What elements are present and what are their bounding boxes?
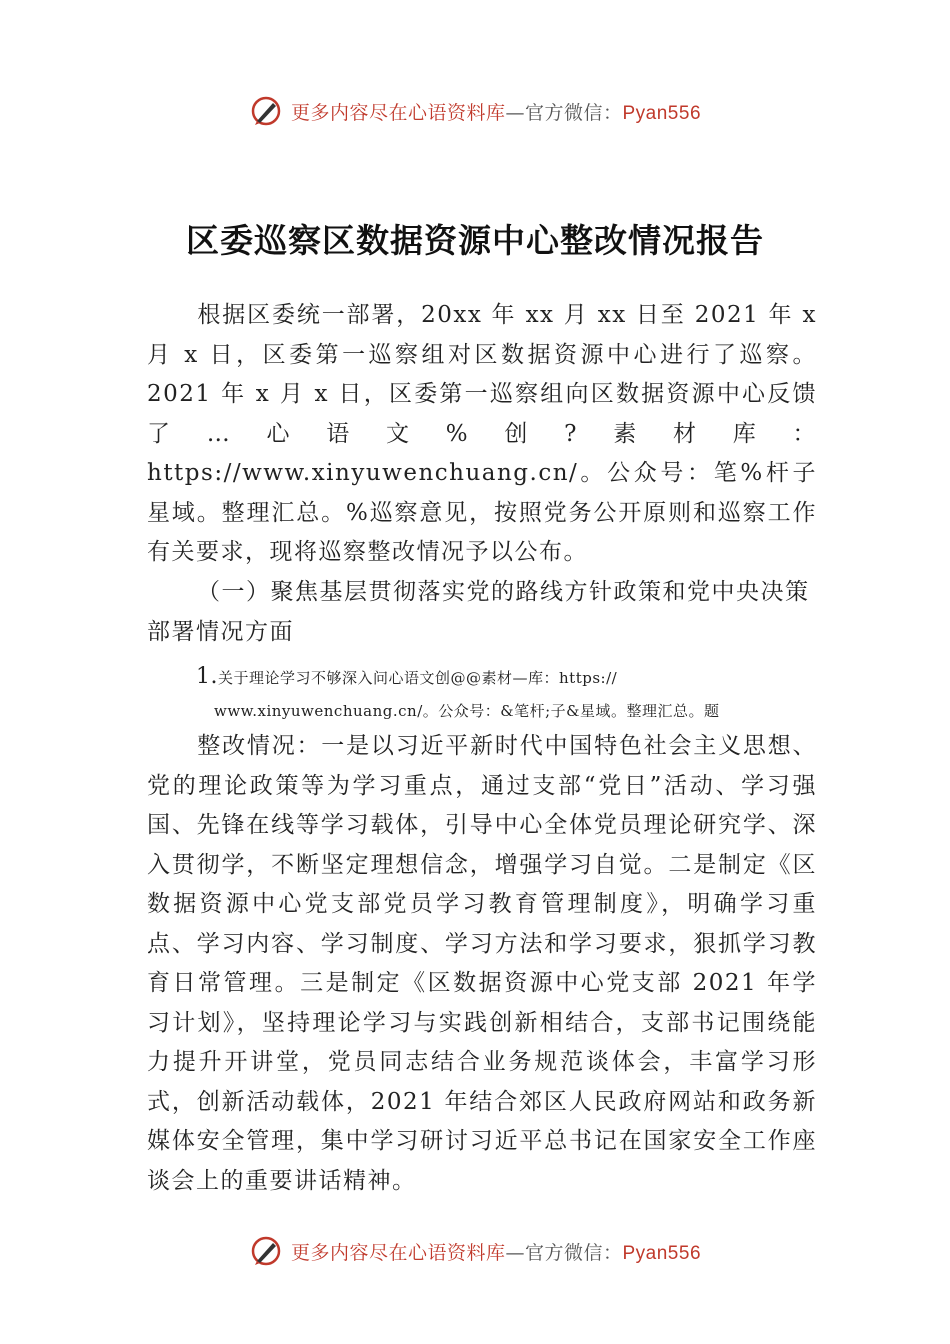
banner-text-a: 更多内容尽在心语资料库: [290, 101, 506, 124]
section-heading-text: （一）聚焦基层贯彻落实党的路线方针政策和党中央决策部署情况方面: [147, 579, 810, 645]
paragraph-intro: [147, 296, 817, 573]
paragraph-intro-text: 根据区委统一部署，20xx 年 xx 月 xx 日至 2021 年 x 月 x 日，区委第一巡察组对区数据资源中心进行了巡察。2021 年 x 月 x 日，区委第一巡察组向区数据资源中心反馈了…心语文%创?素材库：https://www.xinyuwenchuang.cn/。公众号：笔%杆子星域。整理汇总。%巡察意见，按照党务公开原则和巡察工作有关要求，现将巡察整改情况予以公布。: [147, 302, 817, 565]
item-number: 1.: [196, 664, 218, 689]
banner-text: [291, 98, 701, 125]
document-title: 区委巡察区数据资源中心整改情况报告: [186, 221, 764, 260]
banner-text-b: —官方微信：: [505, 101, 623, 124]
header-banner: [0, 94, 950, 134]
banner-wechat-id: Pyan556: [622, 1242, 702, 1264]
pen-logo-icon: [249, 1234, 283, 1268]
footer-banner: [0, 1234, 950, 1274]
section-heading: [147, 573, 817, 652]
banner-text-a: 更多内容尽在心语资料库: [290, 1241, 506, 1264]
item-heading: [196, 660, 756, 728]
item-heading-line1: 关于理论学习不够深入问心语文创@@素材—库：https://: [218, 669, 618, 687]
paragraph-rectification: [147, 727, 817, 1201]
paragraph-rectification-text: 整改情况：一是以习近平新时代中国特色社会主义思想、党的理论政策等为学习重点，通过支部“党日”活动、学习强国、先锋在线等学习载体，引导中心全体党员理论研究学、深入贯彻学，不断坚定理想信念，增强学习自觉。二是制定《区数据资源中心党支部党员学习教育管理制度》，明确学习重点、学习内容、学习制度、学习方法和学习要求，狠抓学习教育日常管理。三是制定《区数据资源中心党支部 2021 年学习计划》，坚持理论学习与实践创新相结合，支部书记围绕能力提升开讲堂，党员同志结合业务规范谈体会，丰富学习形式，创新活动载体，2021 年结合郊区人民政府网站和政务新媒体安全管理，集中学习研讨习近平总书记在国家安全工作座谈会上的重要讲话精神。: [147, 733, 817, 1194]
banner-text: [291, 1238, 701, 1265]
item-heading-line2: www.xinyuwenchuang.cn/。公众号：&笔杆;子&星域。整理汇总。题: [214, 702, 720, 720]
banner-wechat-id: Pyan556: [622, 102, 702, 124]
pen-logo-icon: [249, 94, 283, 128]
banner-text-b: —官方微信：: [505, 1241, 623, 1264]
